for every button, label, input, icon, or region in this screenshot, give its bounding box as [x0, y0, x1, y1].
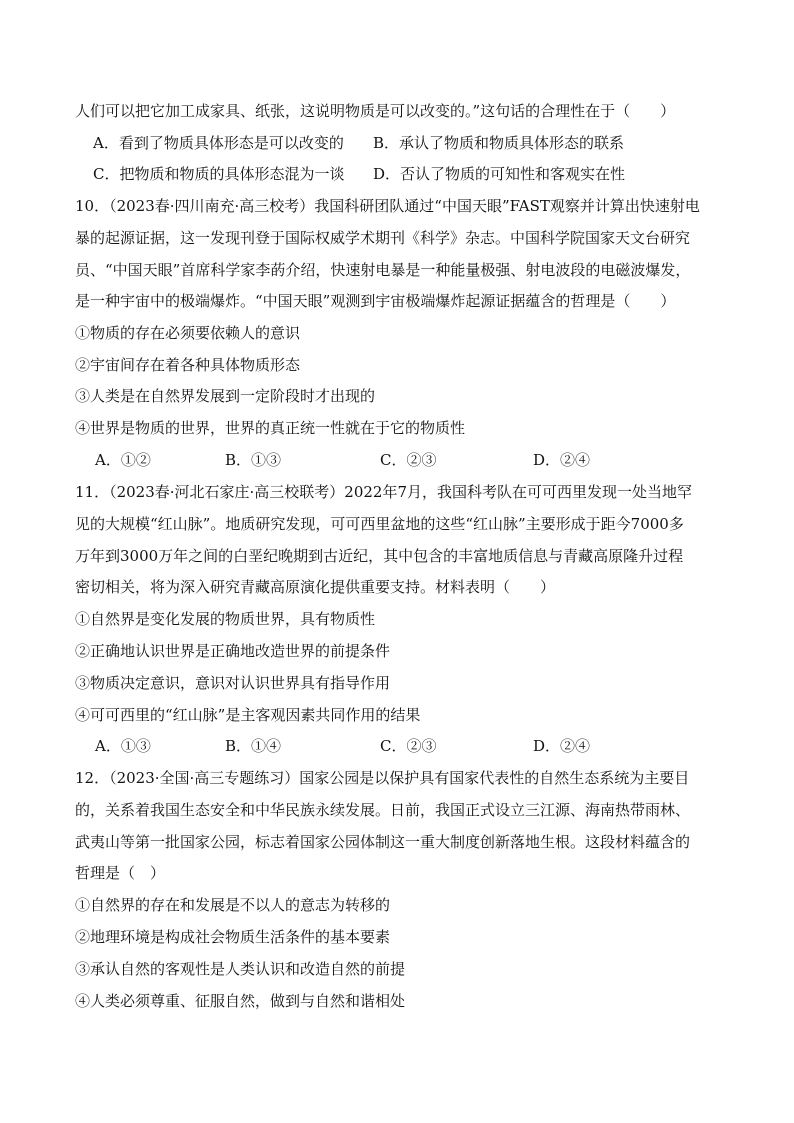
q10-statement: ③人类是在自然界发展到一定阶段时才出现的	[75, 387, 376, 405]
q11-stem-line: 密切相关，将为深入研究青藏高原演化提供重要支持。材料表明（ ）	[75, 578, 556, 596]
option-d: D．否认了物质的可知性和客观实在性	[373, 165, 626, 183]
q12-statement: ③承认自然的客观性是人类认识和改造自然的前提	[75, 960, 406, 978]
q10-stem-line: 员、“中国天眼”首席科学家李菂介绍，快速射电暴是一种能量极强、射电波段的电磁波爆发，	[75, 261, 691, 279]
q11-statement: ③物质决定意识，意识对认识世界具有指导作用	[75, 674, 391, 692]
q12-stem-line: 的，关系着我国生态安全和中华民族永续发展。日前，我国正式设立三江源、海南热带雨林、	[75, 801, 691, 819]
q12-statement: ②地理环境是构成社会物质生活条件的基本要素	[75, 928, 391, 946]
q11-statement: ④可可西里的“红山脉”是主客观因素共同作用的结果	[75, 706, 421, 724]
q10-statement: ②宇宙间存在着各种具体物质形态	[75, 356, 301, 374]
q10-statement: ①物质的存在必须要依赖人的意识	[75, 324, 301, 342]
option-b: B．①③	[225, 451, 282, 469]
option-b: B．承认了物质和物质具体形态的联系	[373, 134, 625, 152]
q10-options	[95, 450, 715, 470]
q10-statement: ④世界是物质的世界，世界的真正统一性就在于它的物质性	[75, 419, 466, 437]
q10-stem-line: 暴的起源证据，这一发现刊登于国际权威学术期刊《科学》杂志。中国科学院国家天文台研究	[75, 229, 691, 247]
intro-options-row-1	[93, 133, 733, 153]
option-c: C．把物质和物质的具体形态混为一谈	[93, 165, 345, 183]
option-d: D．②④	[533, 737, 591, 755]
option-b: B．①④	[225, 737, 282, 755]
q12-statement: ④人类必须尊重、征服自然，做到与自然和谐相处	[75, 992, 406, 1010]
q12-stem-line: 武夷山等第一批国家公园，标志着国家公园体制这一重大制度创新落地生根。这段材料蕴含的	[75, 833, 691, 851]
option-c: C．②③	[380, 451, 437, 469]
q12-stem-line: 哲理是（ ）	[75, 864, 166, 882]
intro-question-text: 人们可以把它加工成家具、纸张，这说明物质是可以改变的。”这句话的合理性在于（ ）	[75, 102, 676, 120]
q12-stem-line: 12．（2023·全国·高三专题练习）国家公园是以保护具有国家代表性的自然生态系统为主要目	[75, 769, 690, 787]
intro-options-row-2	[93, 164, 733, 184]
q11-options	[95, 736, 715, 756]
q11-statement: ①自然界是变化发展的物质世界，具有物质性	[75, 610, 376, 628]
option-a: A．①③	[95, 737, 151, 755]
q11-statement: ②正确地认识世界是正确地改造世界的前提条件	[75, 642, 391, 660]
q10-stem-line: 是一种宇宙中的极端爆炸。“中国天眼”观测到宇宙极端爆炸起源证据蕴含的哲理是（ ）	[75, 292, 676, 310]
q11-stem-line: 万年到3000万年之间的白垩纪晚期到古近纪，其中包含的丰富地质信息与青藏高原隆升过程	[75, 547, 684, 565]
option-a: A．①②	[95, 451, 151, 469]
option-c: C．②③	[380, 737, 437, 755]
option-a: A．看到了物质具体形态是可以改变的	[93, 134, 344, 152]
option-d: D．②④	[533, 451, 591, 469]
q11-stem-line: 见的大规模“红山脉”。地质研究发现，可可西里盆地的这些“红山脉”主要形成于距今7000多	[75, 515, 684, 533]
q11-stem-line: 11．（2023春·河北石家庄·高三校联考）2022年7月，我国科考队在可可西里发现一处当地罕	[75, 483, 693, 501]
q10-stem-line: 10．（2023春·四川南充·高三校考）我国科研团队通过“中国天眼”FAST观察并计算出快速射电	[75, 197, 700, 215]
q12-statement: ①自然界的存在和发展是不以人的意志为转移的	[75, 896, 391, 914]
